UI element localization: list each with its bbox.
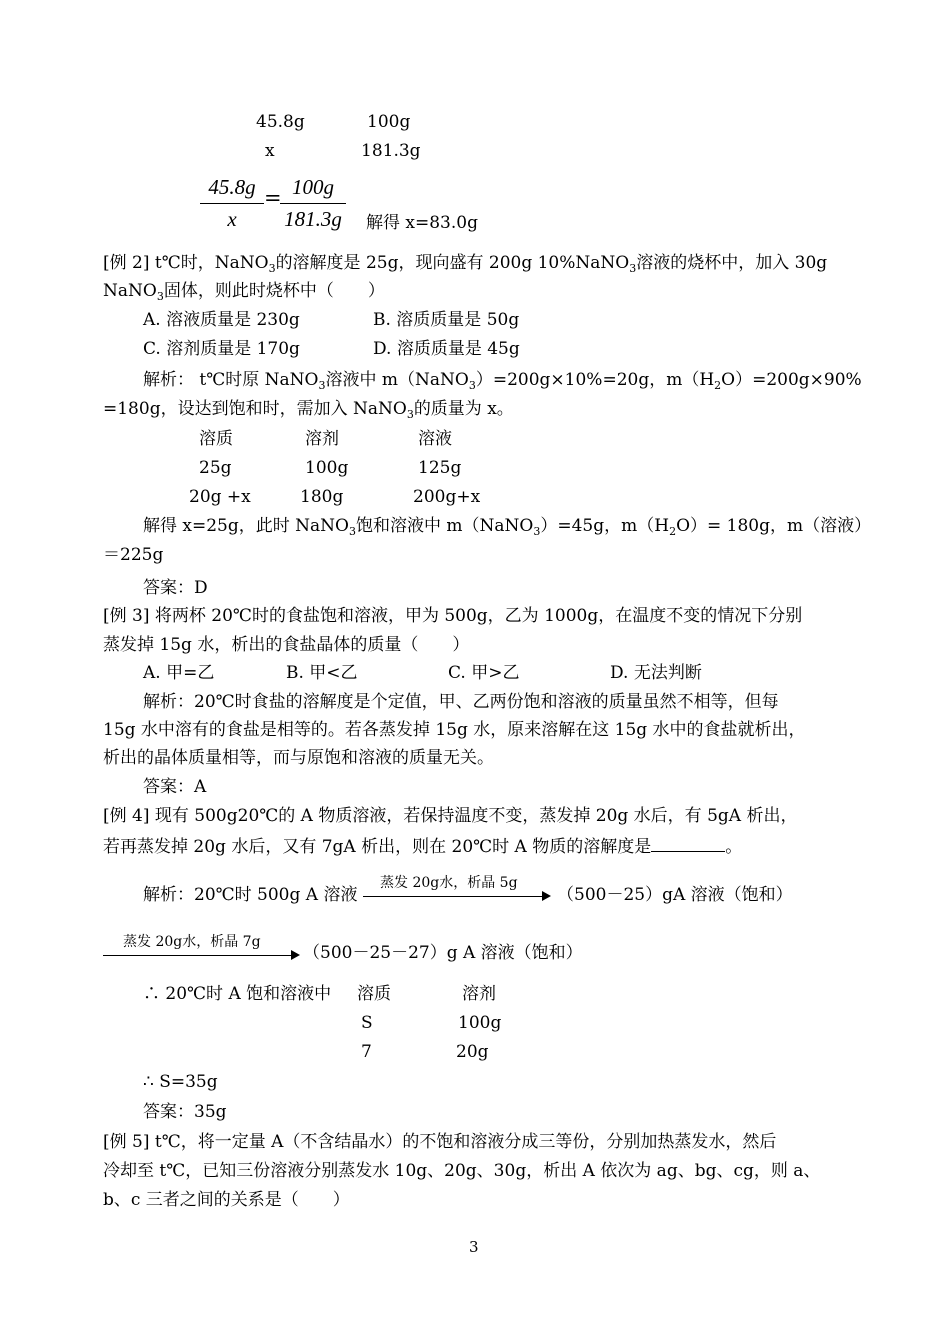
reaction-arrow-1 [363, 889, 551, 903]
ex4-table-header-solute: 溶质 [357, 984, 391, 1004]
ex4-analysis-after-arrow1: （500－25）gA 溶液（饱和） [557, 885, 793, 905]
ex3-question-line1: [例 3] 将两杯 20℃时的食盐饱和溶液，甲为 500g，乙为 1000g，在温度不变的情况下分别 [103, 606, 803, 626]
ex3-analysis-line1: 解析：20℃时食盐的溶解度是个定值，甲、乙两份饱和溶液的质量虽然不相等，但每 [143, 692, 779, 712]
ex2-answer: 答案：D [143, 578, 208, 598]
ex2-analysis-line1: 解析： t℃时原 NaNO$_3$溶液中 m（NaNO$_3$）=200g×10%=20g，$m(H_2O)=200g\times 90\%$ [143, 370, 862, 392]
ex3-analysis-line3: 析出的晶体质量相等，而与原饱和溶液的质量无关。 [103, 748, 494, 768]
arrow1-label: 蒸发 20g水，析晶 5g [380, 875, 518, 891]
ex2-option-a: A. 溶液质量是 230g [143, 310, 300, 330]
ex4-table-header-solvent: 溶剂 [462, 984, 496, 1004]
ex3-option-d: D. 无法判断 [610, 663, 702, 683]
fraction-equals: = [264, 186, 282, 210]
ex5-question-line3: b、c 三者之间的关系是（ ） [103, 1190, 350, 1210]
ex3-analysis-line2: 15g 水中溶有的食盐是相等的。若各蒸发掉 15g 水，原来溶解在这 15g 水中的食盐就析出， [103, 720, 806, 740]
ex2-question-line2: NaNO$_3$固体，则此时烧杯中（ ） [103, 281, 385, 303]
ex2-option-b: B. 溶质质量是 50g [373, 310, 520, 330]
page-number: 3 [469, 1238, 479, 1256]
top-table-r1c2: 100g [367, 112, 411, 132]
ex3-option-a: A. 甲=乙 [143, 663, 215, 683]
ex2-analysis-line2: =180g，设达到饱和时，需加入 NaNO$_3$的质量为 x。 [103, 399, 514, 421]
fraction-right [280, 175, 346, 232]
fraction-right-denominator: 181.3g [284, 207, 342, 231]
ex2-table-header-solute: 溶质 [199, 429, 233, 449]
ex2-table-r1c1: 25g [199, 458, 232, 478]
ex4-table-r2c2: 20g [456, 1042, 489, 1062]
ex4-question-line2: 若再蒸发掉 20g 水后，又有 7gA 析出，则在 20℃时 A 物质的溶解度是 。 [103, 837, 743, 857]
fraction-left-denominator: x [227, 207, 237, 231]
top-table-r2c2: 181.3g [361, 141, 421, 161]
ex3-option-b: B. 甲<乙 [286, 663, 358, 683]
fraction-right-numerator: 100g [280, 175, 346, 204]
ex4-table-r1c2: 100g [458, 1013, 502, 1033]
ex4-analysis-prefix: 解析：20℃时 500g A 溶液 [143, 885, 358, 905]
ex2-option-d: D. 溶质质量是 45g [373, 339, 520, 359]
top-table-r1c1: 45.8g [256, 112, 305, 132]
ex2-option-c: C. 溶剂质量是 170g [143, 339, 300, 359]
fraction-solution: 解得 x=83.0g [366, 213, 478, 233]
ex2-table-r2c3: 200g+x [413, 487, 481, 507]
ex4-table-r2c1: 7 [361, 1042, 372, 1062]
ex4-analysis-after-arrow2: （500－25－27）g A 溶液（饱和） [303, 943, 583, 963]
ex4-s-result: ∴ S=35g [143, 1072, 218, 1092]
ex2-table-header-solution: 溶液 [418, 429, 452, 449]
ex2-result-line1: 解得 x=25g，此时 NaNO$_3$饱和溶液中 m（NaNO$_3$）=45g，$m(H_2O)= 180g$，m（溶液） [143, 516, 872, 538]
ex2-question-line1: [例 2] t℃时，NaNO$_3$的溶解度是 25g，现向盛有 200g 10%NaNO$_3$溶液的烧杯中，加入 30g [103, 253, 828, 275]
ex2-table-r1c3: 125g [418, 458, 462, 478]
ex2-result-line2: ＝225g [103, 545, 164, 565]
ex5-question-line1: [例 5] t℃，将一定量 A（不含结晶水）的不饱和溶液分成三等份，分别加热蒸发水，然后 [103, 1132, 777, 1152]
ex4-table-r1c1: S [361, 1013, 373, 1033]
answer-blank [651, 837, 725, 852]
ex2-table-r2c1: 20g +x [189, 487, 251, 507]
ex2-table-r1c2: 100g [305, 458, 349, 478]
fraction-left-numerator: 45.8g [200, 175, 264, 204]
fraction-left [200, 175, 264, 232]
ex2-table-header-solvent: 溶剂 [305, 429, 339, 449]
ex5-question-line2: 冷却至 t℃，已知三份溶液分别蒸发水 10g、20g、30g，析出 A 依次为 ag、bg、cg，则 a、 [103, 1161, 821, 1181]
ex3-question-line2: 蒸发掉 15g 水，析出的食盐晶体的质量（ ） [103, 635, 470, 655]
ex4-therefore-prefix: ∴ 20℃时 A 饱和溶液中 [143, 984, 332, 1004]
reaction-arrow-2 [103, 948, 300, 962]
arrow2-label: 蒸发 20g水，析晶 7g [123, 934, 261, 950]
ex2-table-r2c2: 180g [300, 487, 344, 507]
ex3-option-c: C. 甲>乙 [448, 663, 520, 683]
top-table-r2c1: x [265, 141, 275, 161]
ex4-answer: 答案：35g [143, 1102, 227, 1122]
ex3-answer: 答案：A [143, 777, 207, 797]
ex4-question-line1: [例 4] 现有 500g20℃的 A 物质溶液，若保持温度不变，蒸发掉 20g 水后，有 5gA 析出， [103, 806, 798, 826]
